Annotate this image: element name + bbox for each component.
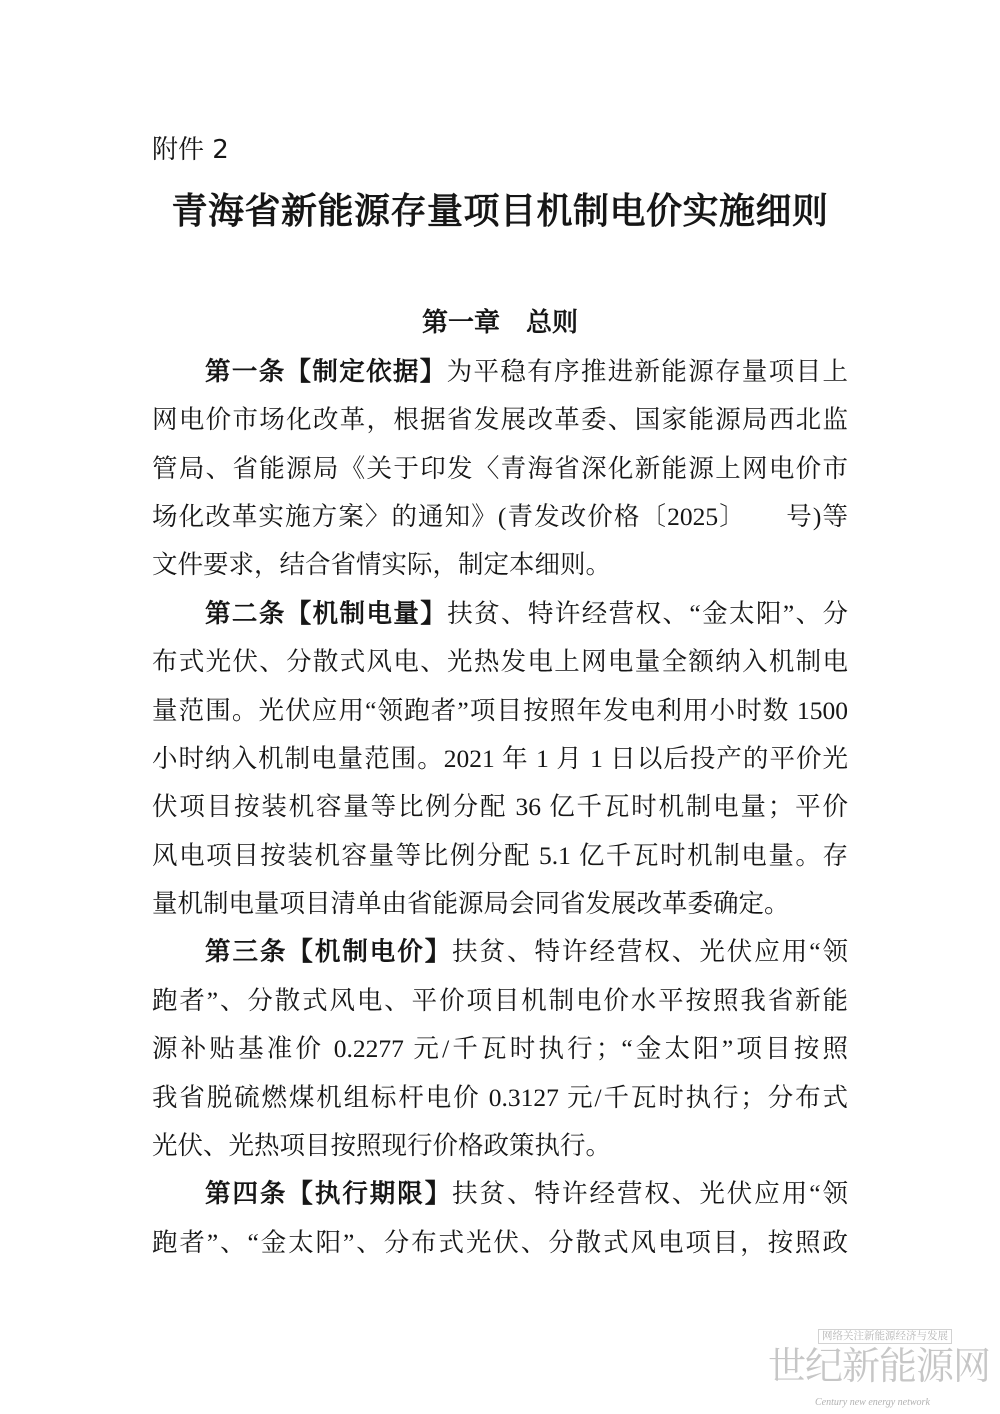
- document-body: [152, 348, 848, 1267]
- watermark-english-text: Century new energy network: [815, 1397, 930, 1408]
- article-text: 扶贫、特许经营权、光伏应用“领: [452, 937, 848, 967]
- article-heading: 第四条【执行期限】: [205, 1179, 453, 1210]
- body-line: 伏项目按装机容量等比例分配 36 亿千瓦时机制电量；平价: [152, 792, 848, 822]
- article-text: 为平稳有序推进新能源存量项目上: [446, 356, 848, 386]
- body-line: 网电价市场化改革，根据省发展改革委、国家能源局西北监: [152, 405, 848, 435]
- article-2: [152, 590, 848, 929]
- chapter-heading: 第一章 总则: [421, 308, 578, 338]
- body-line: 量机制电量项目清单由省能源局会同省发展改革委确定。: [152, 889, 790, 919]
- article-4: [152, 1170, 848, 1267]
- body-line: 布式光伏、分散式风电、光热发电上网电量全额纳入机制电: [152, 647, 848, 677]
- body-line: 管局、省能源局《关于印发〈青海省深化新能源上网电价市: [152, 453, 848, 483]
- body-line: 我省脱硫燃煤机组标杆电价 0.3127 元/千瓦时执行；分布式: [152, 1082, 848, 1112]
- body-line: [152, 1170, 848, 1218]
- article-heading: 第一条【制定依据】: [205, 356, 447, 387]
- body-line: 源补贴基准价 0.2277 元/千瓦时执行；“金太阳”项目按照: [152, 1034, 848, 1064]
- article-3: [152, 928, 848, 1170]
- body-line: [152, 590, 848, 638]
- body-line: 光伏、光热项目按照现行价格政策执行。: [152, 1131, 612, 1161]
- body-line: [152, 928, 848, 976]
- article-heading: 第二条【机制电量】: [205, 598, 448, 629]
- article-text: 扶贫、特许经营权、光伏应用“领: [452, 1179, 848, 1209]
- body-line: 量范围。光伏应用“领跑者”项目按照年发电利用小时数 1500: [152, 695, 848, 725]
- body-line: 场化改革实施方案〉的通知》(青发改价格〔2025〕 号)等: [152, 501, 848, 531]
- body-line: 跑者”、“金太阳”、分布式光伏、分散式风电项目，按照政: [152, 1227, 848, 1257]
- document-title: 青海省新能源存量项目机制电价实施细则: [171, 191, 829, 232]
- watermark-tagline: 网络关注新能源经济与发展: [818, 1329, 952, 1344]
- article-text: 扶贫、特许经营权、“金太阳”、分: [447, 598, 848, 628]
- watermark-logo-text: 世纪新能源网: [768, 1344, 991, 1388]
- body-line: 文件要求，结合省情实际，制定本细则。: [152, 550, 612, 580]
- article-heading: 第三条【机制电价】: [205, 937, 453, 968]
- article-1: [152, 348, 848, 590]
- body-line: 风电项目按装机容量等比例分配 5.1 亿千瓦时机制电量。存: [152, 840, 848, 870]
- body-line: 跑者”、分散式风电、平价项目机制电价水平按照我省新能: [152, 985, 848, 1015]
- attachment-label: 附件 2: [152, 135, 229, 165]
- body-line: 小时纳入机制电量范围。2021 年 1 月 1 日以后投产的平价光: [152, 743, 848, 773]
- body-line: [152, 348, 848, 396]
